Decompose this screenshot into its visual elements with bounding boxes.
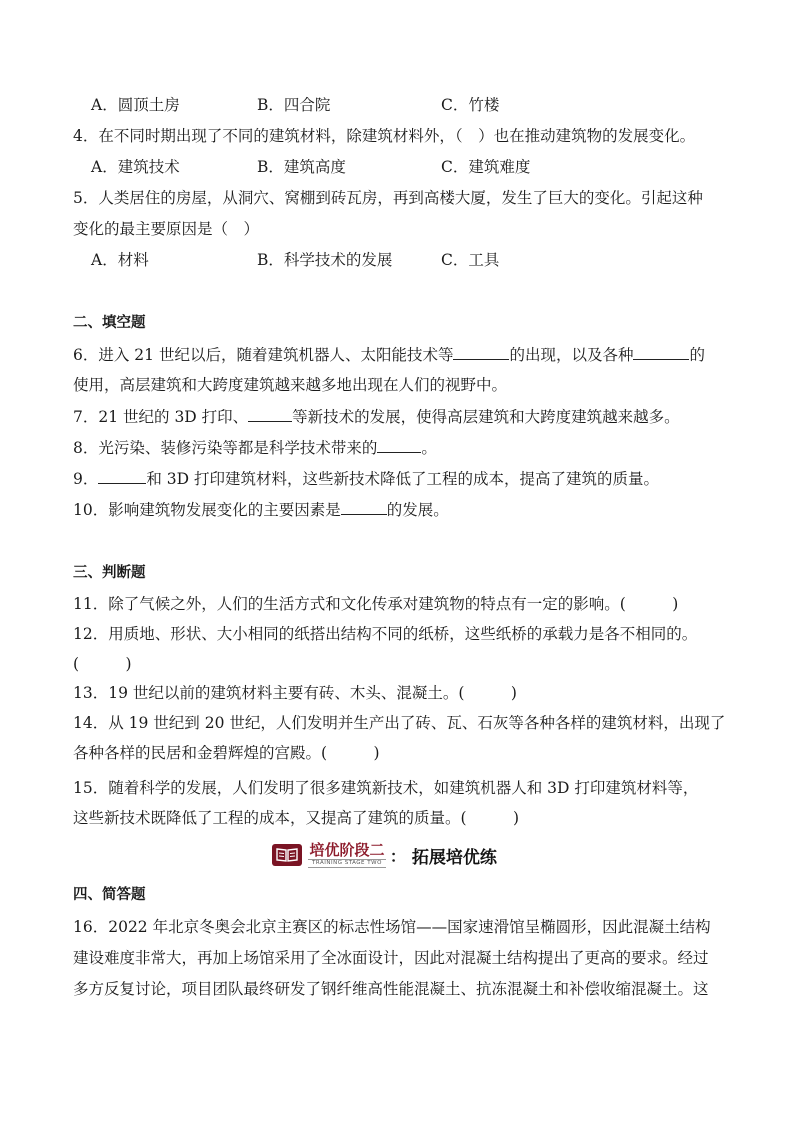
- banner-subtitle: TRAINING STAGE TWO: [308, 859, 386, 868]
- q16-line3: 多方反复讨论，项目团队最终研发了钢纤维高性能混凝土、抗冻混凝土和补偿收缩混凝土。这: [73, 980, 709, 998]
- q6-line1: [73, 344, 723, 365]
- q7-part1: 7．21 世纪的 3D 打印、: [73, 408, 249, 426]
- open-book-icon: [272, 844, 302, 866]
- q14-line2: 各种各样的民居和金碧辉煌的宫殿。( ): [73, 744, 380, 762]
- q8-part2: 。: [421, 439, 437, 457]
- q5-option-b: B．科学技术的发展: [257, 251, 393, 269]
- q9-blank[interactable]: [98, 468, 146, 484]
- banner-stage: [308, 842, 386, 868]
- q4-option-c: C．建筑难度: [441, 158, 531, 176]
- q4-option-a: A．建筑技术: [91, 158, 180, 176]
- q8-part1: 8．光污染、装修污染等都是科学技术带来的: [73, 439, 378, 457]
- q8-line: [73, 437, 723, 458]
- q5-line1: 5．人类居住的房屋，从洞穴、窝棚到砖瓦房，再到高楼大厦，发生了巨大的变化。引起这种: [73, 189, 703, 207]
- q7-part2: 等新技术的发展，使得高层建筑和大跨度建筑越来越多。: [292, 408, 680, 426]
- section3-heading: 三、判断题: [73, 565, 146, 581]
- q14-line1: 14．从 19 世纪到 20 世纪，人们发明并生产出了砖、瓦、石灰等各种各样的建筑材料，出现了: [73, 714, 726, 732]
- q4-option-b: B．建筑高度: [257, 158, 346, 176]
- q9-line: [73, 468, 723, 489]
- q9-part1: 9．: [73, 470, 99, 488]
- q12-line1: 12．用质地、形状、大小相同的纸搭出结构不同的纸桥，这些纸桥的承载力是各不相同的。: [73, 625, 698, 643]
- q15-line1: 15．随着科学的发展，人们发明了很多建筑新技术，如建筑机器人和 3D 打印建筑材料等，: [73, 779, 699, 797]
- q10-line: [73, 499, 723, 520]
- section4-heading: 四、简答题: [73, 887, 146, 903]
- q13-line: 13．19 世纪以前的建筑材料主要有砖、木头、混凝土。( ): [73, 684, 517, 702]
- banner-colon: ：: [389, 846, 406, 866]
- q8-blank[interactable]: [377, 437, 421, 453]
- q6-blank-1[interactable]: [453, 344, 509, 360]
- q7-blank[interactable]: [248, 406, 292, 422]
- q7-line: [73, 406, 723, 427]
- q5-option-a: A．材料: [91, 251, 149, 269]
- banner-stage-title: 培优阶段二: [309, 841, 385, 859]
- q6-part2: 的出现，以及各种: [509, 346, 634, 364]
- q12-line2: ( ): [73, 655, 132, 673]
- q9-part2: 和 3D 打印建筑材料，这些新技术降低了工程的成本，提高了建筑的质量。: [146, 470, 660, 488]
- q3-option-a: A．圆顶土房: [91, 96, 180, 114]
- q11-line: 11．除了气候之外，人们的生活方式和文化传承对建筑物的特点有一定的影响。( ): [73, 595, 679, 613]
- banner-title: 拓展培优练: [411, 847, 497, 868]
- q16-line1: 16．2022 年北京冬奥会北京主赛区的标志性场馆——国家速滑馆呈椭圆形，因此混凝土结构: [73, 918, 711, 936]
- q6-blank-2[interactable]: [633, 344, 689, 360]
- q6-part3: 的: [689, 346, 705, 364]
- q10-blank[interactable]: [341, 499, 387, 515]
- q6-line2: 使用，高层建筑和大跨度建筑越来越多地出现在人们的视野中。: [73, 376, 508, 394]
- q5-line2: 变化的最主要原因是（ ）: [73, 220, 260, 238]
- q16-line2: 建设难度非常大，再加上场馆采用了全冰面设计，因此对混凝土结构提出了更高的要求。经过: [73, 949, 709, 967]
- q3-option-b: B．四合院: [257, 96, 331, 114]
- q4-text: 4．在不同时期出现了不同的建筑材料，除建筑材料外，（ ）也在推动建筑物的发展变化。: [73, 127, 696, 145]
- q3-option-c: C．竹楼: [441, 96, 500, 114]
- q6-part1: 6．进入 21 世纪以后，随着建筑机器人、太阳能技术等: [73, 346, 454, 364]
- q15-line2: 这些新技术既降低了工程的成本，又提高了建筑的质量。( ): [73, 809, 520, 827]
- q10-part1: 10．影响建筑物发展变化的主要因素是: [73, 501, 341, 519]
- training-stage-banner: [272, 842, 532, 868]
- q10-part2: 的发展。: [386, 501, 449, 519]
- q5-option-c: C．工具: [441, 251, 500, 269]
- section2-heading: 二、填空题: [73, 315, 146, 331]
